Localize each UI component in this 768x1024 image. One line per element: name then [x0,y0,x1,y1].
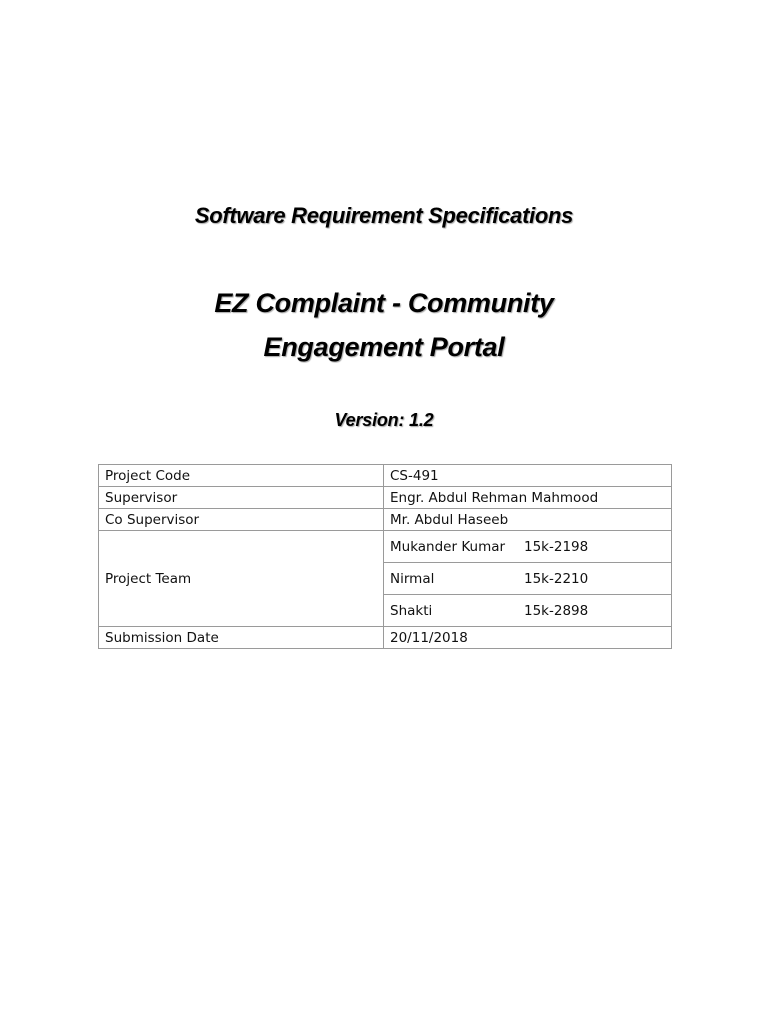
document-version: Version: 1.2 [334,410,434,430]
document-title [0,281,768,369]
document-subtitle: Software Requirement Specifications [194,203,574,228]
team-member-id: 15k-2898 [524,602,589,619]
submission-date-label: Submission Date [99,627,384,649]
team-member-id: 15k-2198 [524,538,589,555]
team-member-name: Shakti [390,602,433,619]
table-row-submission-date [99,627,672,649]
submission-date-value: 20/11/2018 [384,627,672,649]
team-member-1 [384,531,672,563]
team-member-id: 15k-2210 [524,570,589,587]
team-member-name: Mukander Kumar [390,538,506,555]
team-member-3 [384,595,672,627]
team-member-name: Nirmal [390,570,435,587]
table-row-co-supervisor [99,509,672,531]
table-row-project-team [99,531,672,563]
project-info-table [98,464,672,649]
supervisor-label: Supervisor [99,487,384,509]
co-supervisor-value: Mr. Abdul Haseeb [384,509,672,531]
table-row-supervisor [99,487,672,509]
project-code-value: CS-491 [384,465,672,487]
document-title-line-1: EZ Complaint - Community [214,288,554,318]
supervisor-value: Engr. Abdul Rehman Mahmood [384,487,672,509]
project-code-label: Project Code [99,465,384,487]
table-row-project-code [99,465,672,487]
team-member-2 [384,563,672,595]
document-title-line-2: Engagement Portal [263,332,505,362]
co-supervisor-label: Co Supervisor [99,509,384,531]
project-team-label: Project Team [99,531,384,627]
